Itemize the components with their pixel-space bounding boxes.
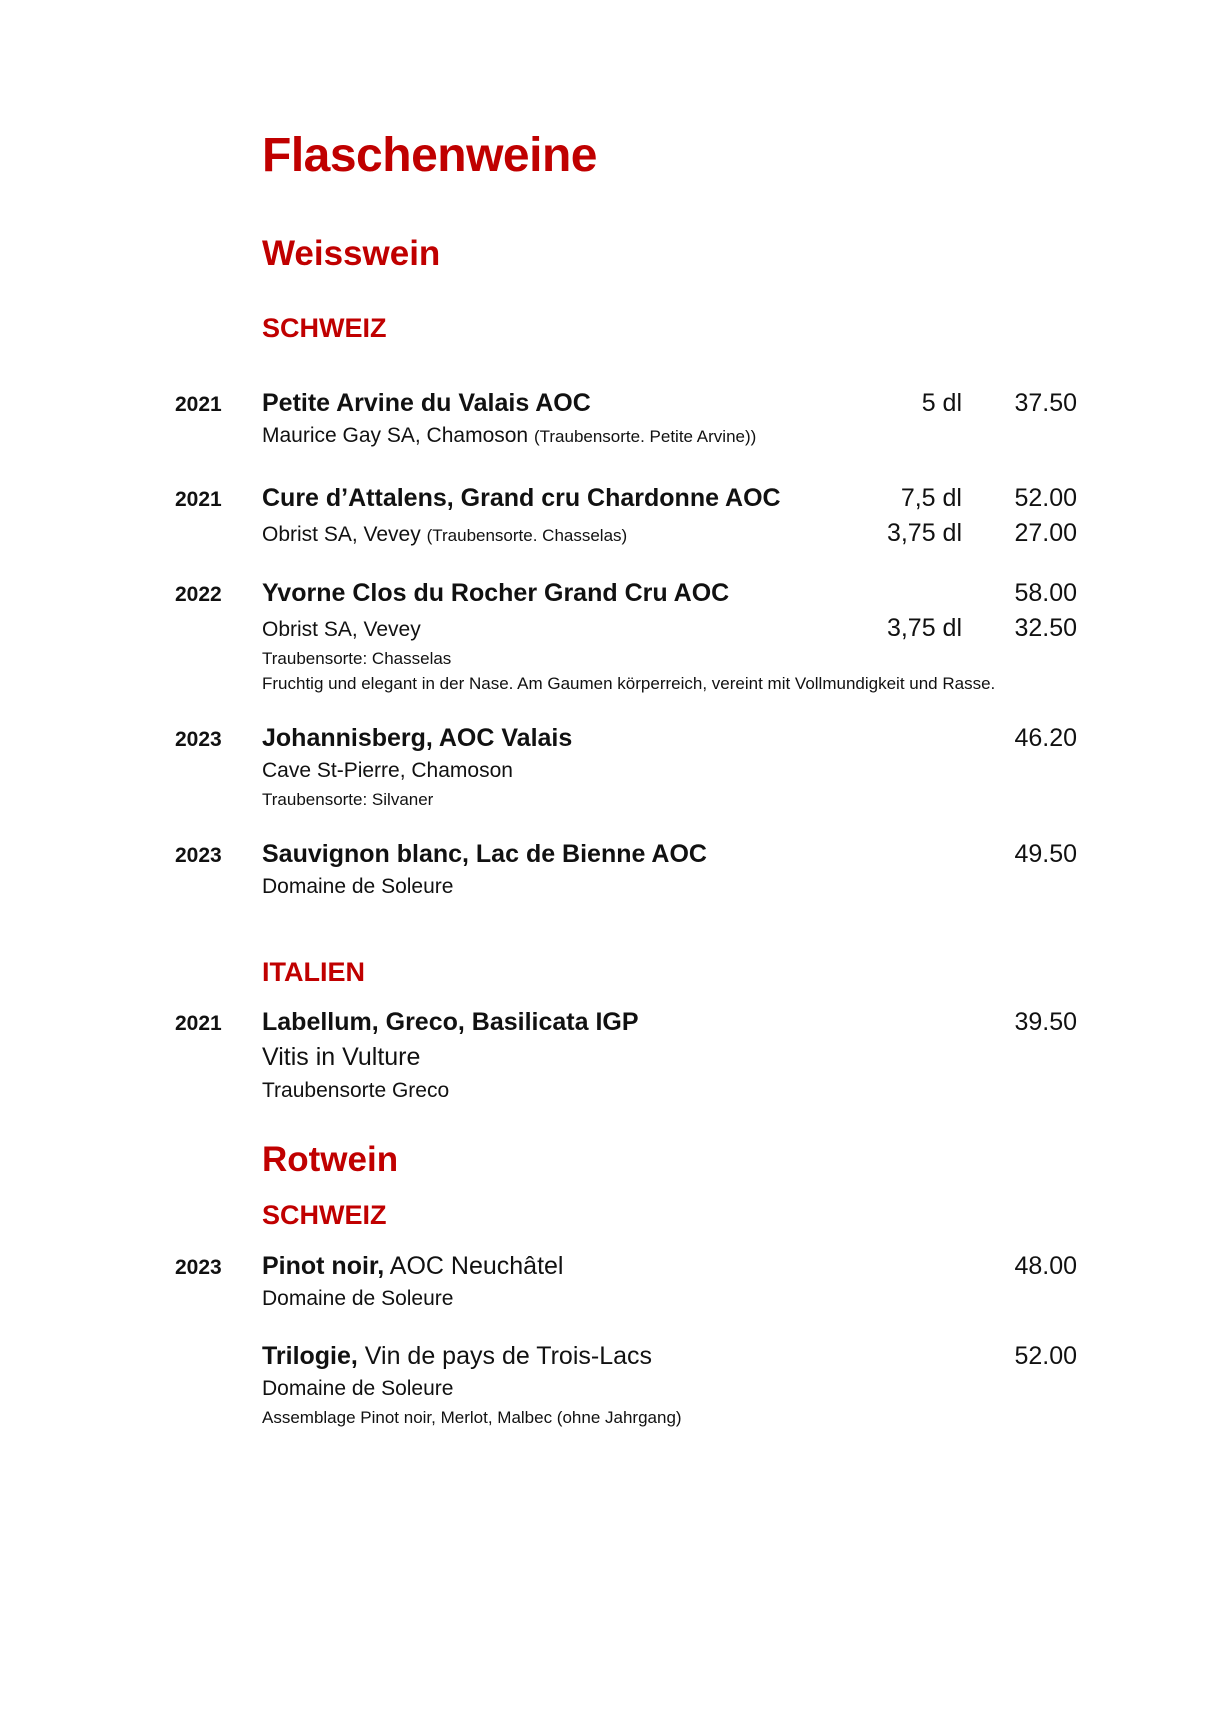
wine-name: Pinot noir, AOC Neuchâtel (262, 1252, 564, 1280)
wine-price: 49.50 (1014, 840, 1077, 868)
wine-volume-small: 3,75 dl (886, 614, 962, 642)
wine-price-small: 32.50 (1014, 614, 1077, 642)
wine-price: 58.00 (1014, 579, 1077, 607)
wine-price: 39.50 (1014, 1008, 1077, 1036)
wine-year: 2023 (175, 1256, 222, 1279)
region-heading-schweiz: SCHWEIZ (262, 313, 387, 343)
region-heading-schweiz-rot: SCHWEIZ (262, 1200, 387, 1230)
section-heading-weisswein: Weisswein (262, 234, 441, 273)
wine-name: Johannisberg, AOC Valais (262, 724, 573, 752)
wine-year: 2023 (175, 728, 222, 751)
wine-producer: Cave St-Pierre, Chamoson (262, 759, 513, 782)
wine-producer: Obrist SA, Vevey (262, 618, 421, 641)
wine-producer-note: (Traubensorte. Petite Arvine)) (533, 427, 757, 446)
wine-year: 2021 (175, 1012, 222, 1035)
wine-volume: 7,5 dl (900, 484, 962, 512)
page-title: Flaschenweine (262, 129, 597, 182)
wine-price: 37.50 (1014, 389, 1077, 417)
wine-grape: Traubensorte Greco (262, 1079, 450, 1102)
wine-volume: 5 dl (921, 389, 962, 417)
wine-producer: Domaine de Soleure (262, 1377, 454, 1400)
wine-volume-small: 3,75 dl (886, 519, 962, 547)
wine-year: 2021 (175, 393, 222, 416)
section-heading-rotwein: Rotwein (262, 1140, 399, 1179)
wine-producer: Domaine de Soleure (262, 875, 454, 898)
wine-producer: Obrist SA, Vevey (Traubensorte. Chasselas) (262, 523, 628, 546)
wine-price: 46.20 (1014, 724, 1077, 752)
wine-grape: Assemblage Pinot noir, Merlot, Malbec (ohne Jahrgang) (262, 1408, 682, 1427)
wine-name: Sauvignon blanc, Lac de Bienne AOC (262, 840, 707, 868)
wine-price-small: 27.00 (1014, 519, 1077, 547)
wine-year: 2022 (175, 583, 222, 606)
wine-name: Cure d’Attalens, Grand cru Chardonne AOC (262, 484, 781, 512)
wine-price: 52.00 (1014, 1342, 1077, 1370)
wine-year: 2023 (175, 844, 222, 867)
wine-producer: Vitis in Vulture (262, 1043, 421, 1071)
wine-year: 2021 (175, 488, 222, 511)
wine-grape: Traubensorte: Chasselas (262, 649, 452, 668)
wine-description: Fruchtig und elegant in der Nase. Am Gaumen körperreich, vereint mit Vollmundigkeit und Rasse. (262, 674, 996, 693)
wine-price: 48.00 (1014, 1252, 1077, 1280)
wine-name: Yvorne Clos du Rocher Grand Cru AOC (262, 579, 730, 607)
wine-producer: Domaine de Soleure (262, 1287, 454, 1310)
wine-name: Trilogie, Vin de pays de Trois-Lacs (262, 1342, 652, 1370)
wine-producer-note: (Traubensorte. Chasselas) (426, 526, 628, 545)
region-heading-italien: ITALIEN (262, 957, 365, 987)
wine-name: Petite Arvine du Valais AOC (262, 389, 591, 417)
wine-grape: Traubensorte: Silvaner (262, 790, 434, 809)
wine-price: 52.00 (1014, 484, 1077, 512)
wine-name: Labellum, Greco, Basilicata IGP (262, 1008, 639, 1036)
wine-producer: Maurice Gay SA, Chamoson (Traubensorte. Petite Arvine)) (262, 424, 757, 447)
